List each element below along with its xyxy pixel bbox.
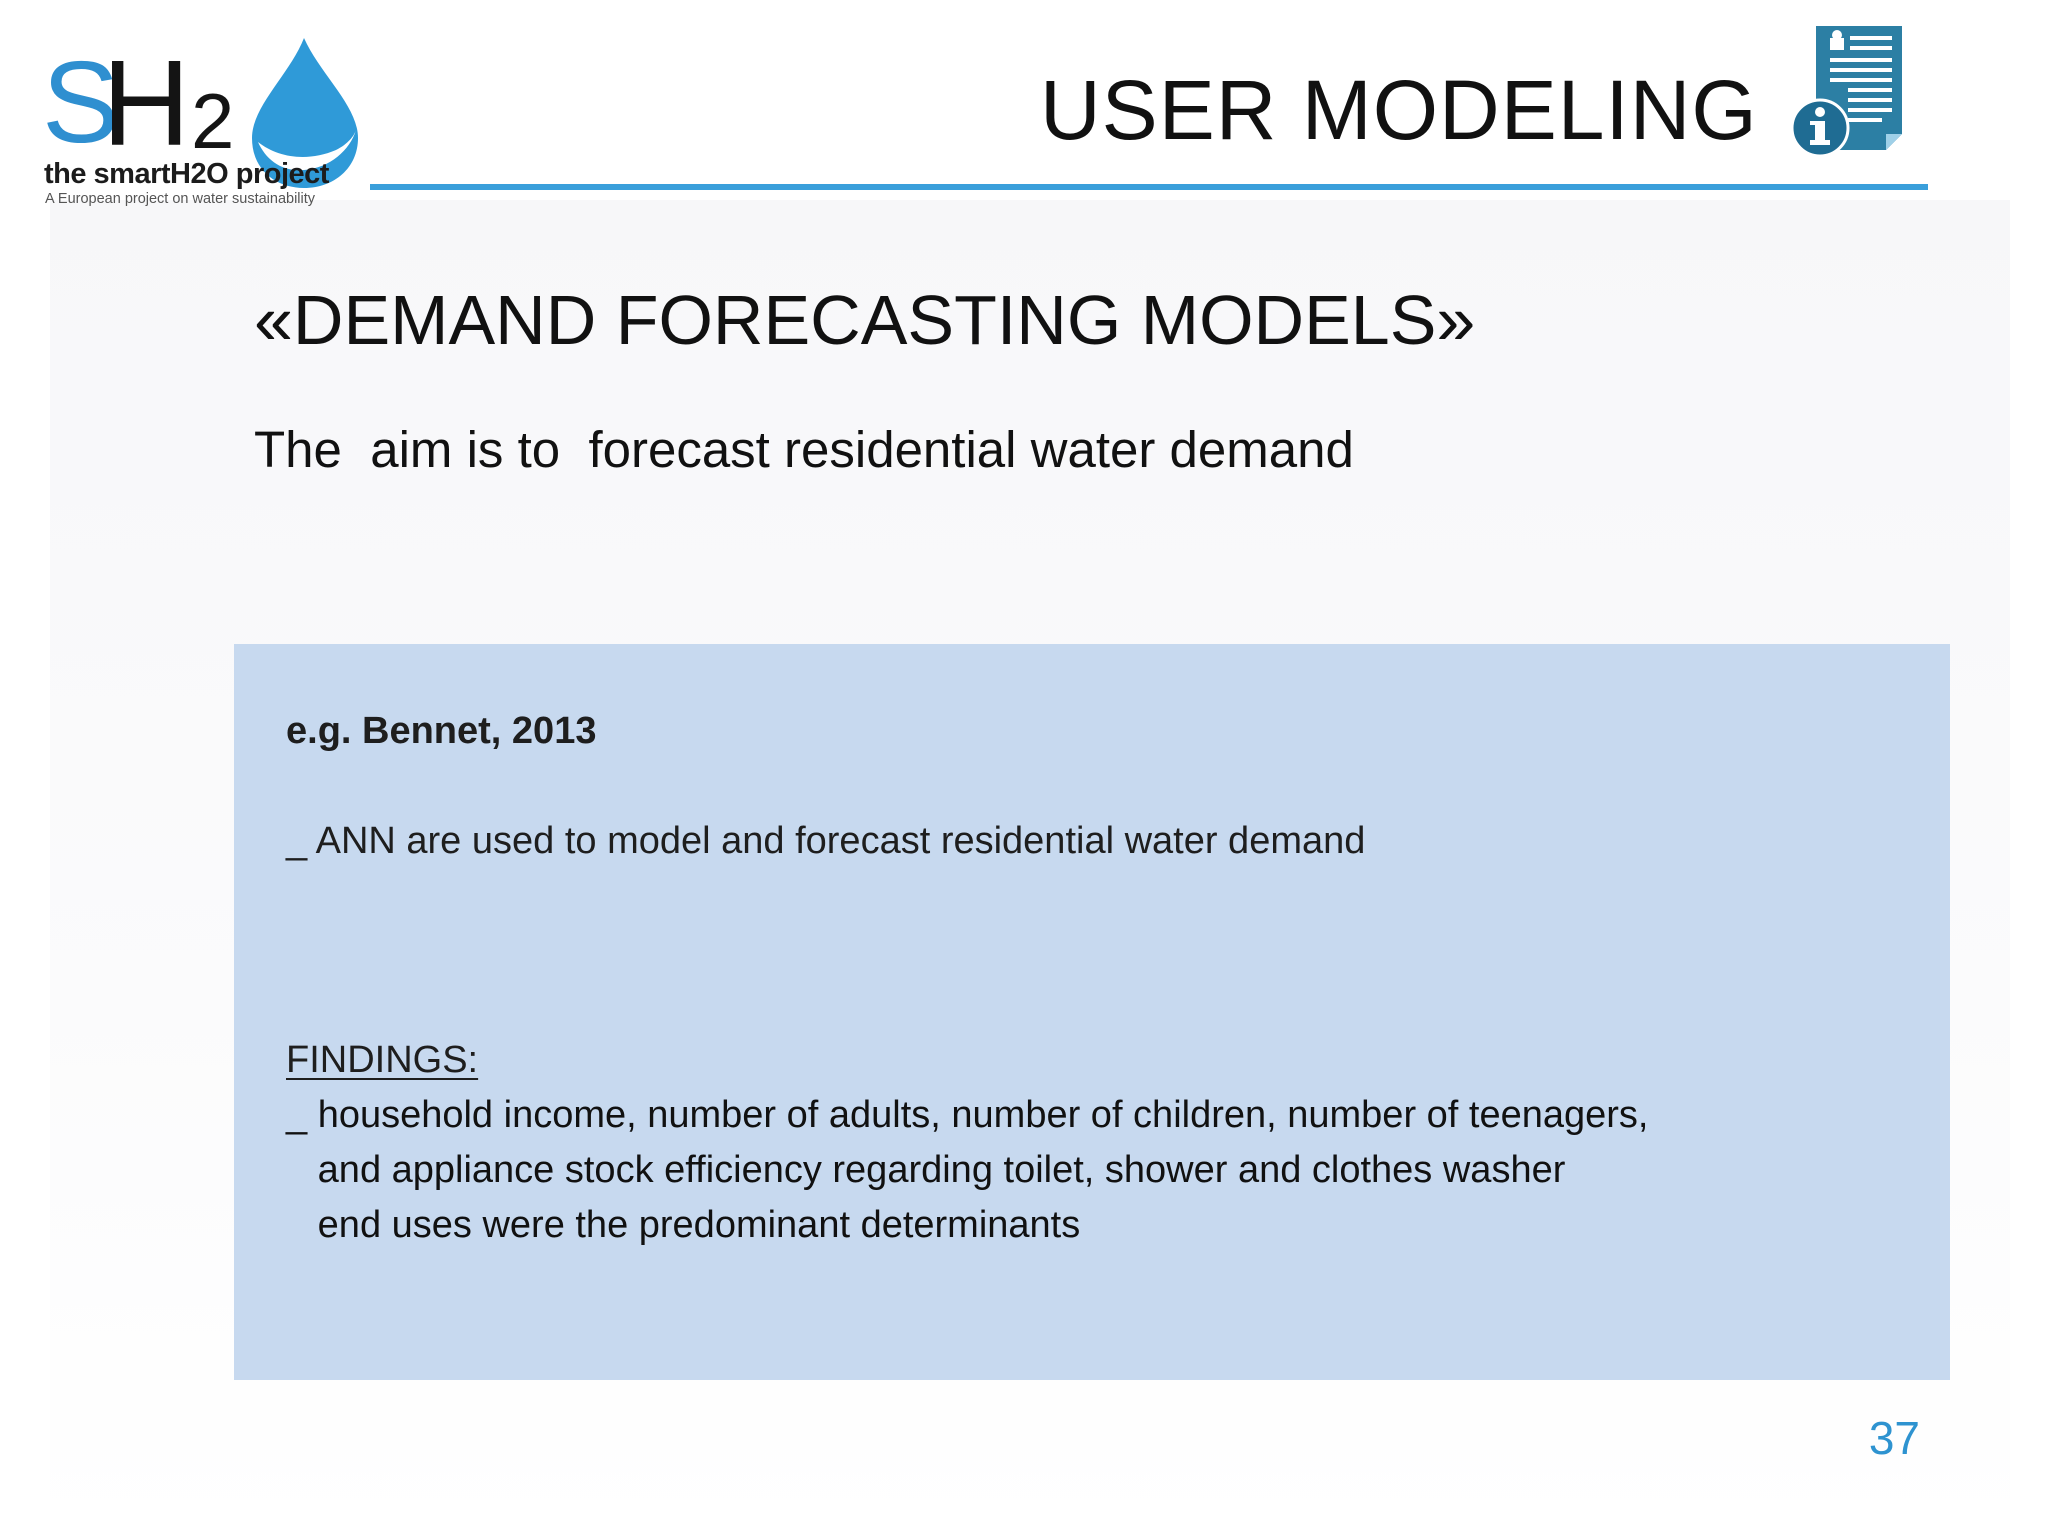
example-box [234,644,1950,1380]
logo-letter-2: 2 [191,77,235,165]
smarth2o-logo [38,30,358,210]
logo-letter-s: S [42,37,116,167]
logo-subtagline: A European project on water sustainability [45,191,316,207]
logo-letter-h: H [102,35,191,171]
findings-line: end uses were the predominant determinants [286,1204,1081,1246]
findings-line: _ household income, number of adults, number of children, number of teenagers, [286,1094,1649,1136]
findings-heading: FINDINGS: [286,1039,479,1081]
aim-statement: The aim is to forecast residential water demand [254,421,1354,478]
document-info-icon [1790,22,1910,162]
logo-tagline: the smartH2O project [44,158,329,190]
section-title: «DEMAND FORECASTING MODELS» [254,281,1476,359]
page-number: 37 [1868,1412,1920,1464]
method-point: _ ANN are used to model and forecast residential water demand [286,820,1366,862]
findings-line: and appliance stock efficiency regarding toilet, shower and clothes washer [286,1149,1566,1191]
reference-citation: e.g. Bennet, 2013 [286,710,597,752]
header-divider [370,184,1928,190]
slide-header-title: USER MODELING [1040,63,1758,157]
